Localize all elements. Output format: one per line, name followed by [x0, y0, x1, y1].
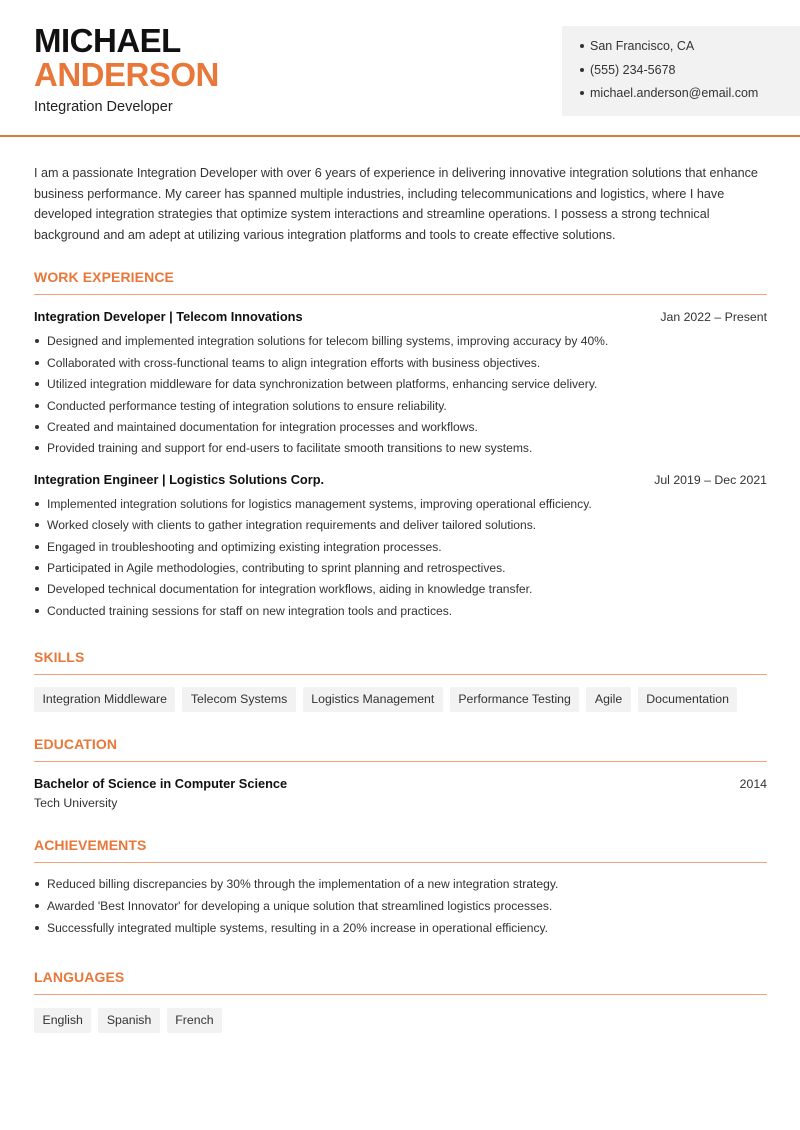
contact-box [562, 26, 800, 116]
resume-body [0, 163, 800, 1033]
job-bullet: Collaborated with cross-functional teams to align integration efforts with business objectives. [34, 355, 767, 376]
achievement-item: Reduced billing discrepancies by 30% through the implementation of a new integration strategy. [34, 876, 767, 898]
graduation-year: 2014 [739, 777, 767, 792]
section-title-work: WORK EXPERIENCE [34, 269, 767, 295]
job-heading: Integration Developer | Telecom Innovations [34, 309, 303, 325]
job-bullets [34, 333, 767, 461]
education-header [34, 776, 767, 791]
degree: Bachelor of Science in Computer Science [34, 776, 288, 792]
achievement-item: Successfully integrated multiple systems, resulting in a 20% increase in operational efficiency. [34, 920, 767, 942]
job-bullet: Conducted training sessions for staff on new integration tools and practices. [34, 603, 767, 624]
skill-tag: Logistics Management [303, 687, 443, 712]
job-bullet: Engaged in troubleshooting and optimizing existing integration processes. [34, 539, 767, 560]
job-title: Integration Developer [34, 99, 173, 115]
education-section [34, 736, 767, 810]
skill-tag: Integration Middleware [34, 687, 175, 712]
job-heading: Integration Engineer | Logistics Solutions Corp. [34, 471, 325, 487]
contact-phone: (555) 234-5678 [580, 62, 800, 86]
section-title-achievements: ACHIEVEMENTS [34, 837, 767, 863]
job-bullets [34, 496, 767, 624]
work-experience-section [34, 269, 767, 624]
first-name: MICHAEL [34, 22, 181, 59]
achievements-section [34, 837, 767, 943]
job-header [34, 309, 767, 324]
skill-tag: Telecom Systems [182, 687, 295, 712]
contact-list [580, 38, 800, 109]
contact-email: michael.anderson@email.com [580, 85, 800, 109]
skill-tag: Documentation [638, 687, 738, 712]
achievement-item: Awarded 'Best Innovator' for developing a unique solution that streamlined logistics processes. [34, 898, 767, 920]
contact-location: San Francisco, CA [580, 38, 800, 62]
resume-header [0, 0, 800, 137]
job-bullet: Worked closely with clients to gather integration requirements and deliver tailored solutions. [34, 517, 767, 538]
job-dates: Jul 2019 – Dec 2021 [654, 472, 767, 487]
job-bullet: Created and maintained documentation for integration processes and workflows. [34, 419, 767, 440]
last-name: ANDERSON [34, 56, 219, 93]
job-bullet: Utilized integration middleware for data synchronization between platforms, enhancing service delivery. [34, 376, 767, 397]
languages-section [34, 969, 767, 1033]
job-bullet: Provided training and support for end-users to facilitate smooth transitions to new systems. [34, 440, 767, 461]
skill-tag: Agile [586, 687, 630, 712]
candidate-name [34, 24, 219, 92]
summary: I am a passionate Integration Developer with over 6 years of experience in delivering innovative integration solutions that enhance business performance. My career has spanned multiple industries, including telecommunications and logistics, where I have developed integration strategies that optimize system interactions and streamline operations. I possess a strong technical background and am adept at utilizing various integration platforms and tools to create effective solutions. [34, 166, 758, 242]
section-title-skills: SKILLS [34, 649, 767, 675]
achievement-list [34, 876, 767, 943]
job-bullet: Implemented integration solutions for logistics management systems, improving operational efficiency. [34, 496, 767, 517]
job-header [34, 472, 767, 487]
language-tag: Spanish [98, 1008, 159, 1033]
language-tags [34, 1008, 767, 1033]
language-tag: English [34, 1008, 91, 1033]
section-title-education: EDUCATION [34, 736, 767, 762]
job-bullet: Participated in Agile methodologies, contributing to sprint planning and retrospectives. [34, 560, 767, 581]
job-entry [34, 472, 767, 624]
job-bullet: Designed and implemented integration solutions for telecom billing systems, improving accuracy by 40%. [34, 333, 767, 354]
section-title-languages: LANGUAGES [34, 969, 767, 995]
job-entry [34, 309, 767, 461]
skills-section [34, 649, 767, 712]
school-name: Tech University [34, 796, 118, 811]
skill-tag: Performance Testing [450, 687, 580, 712]
skill-tags [34, 687, 767, 712]
job-bullet: Developed technical documentation for integration workflows, aiding in knowledge transfer. [34, 581, 767, 602]
language-tag: French [167, 1008, 222, 1033]
job-bullet: Conducted performance testing of integration solutions to ensure reliability. [34, 398, 767, 419]
job-dates: Jan 2022 – Present [660, 310, 767, 325]
